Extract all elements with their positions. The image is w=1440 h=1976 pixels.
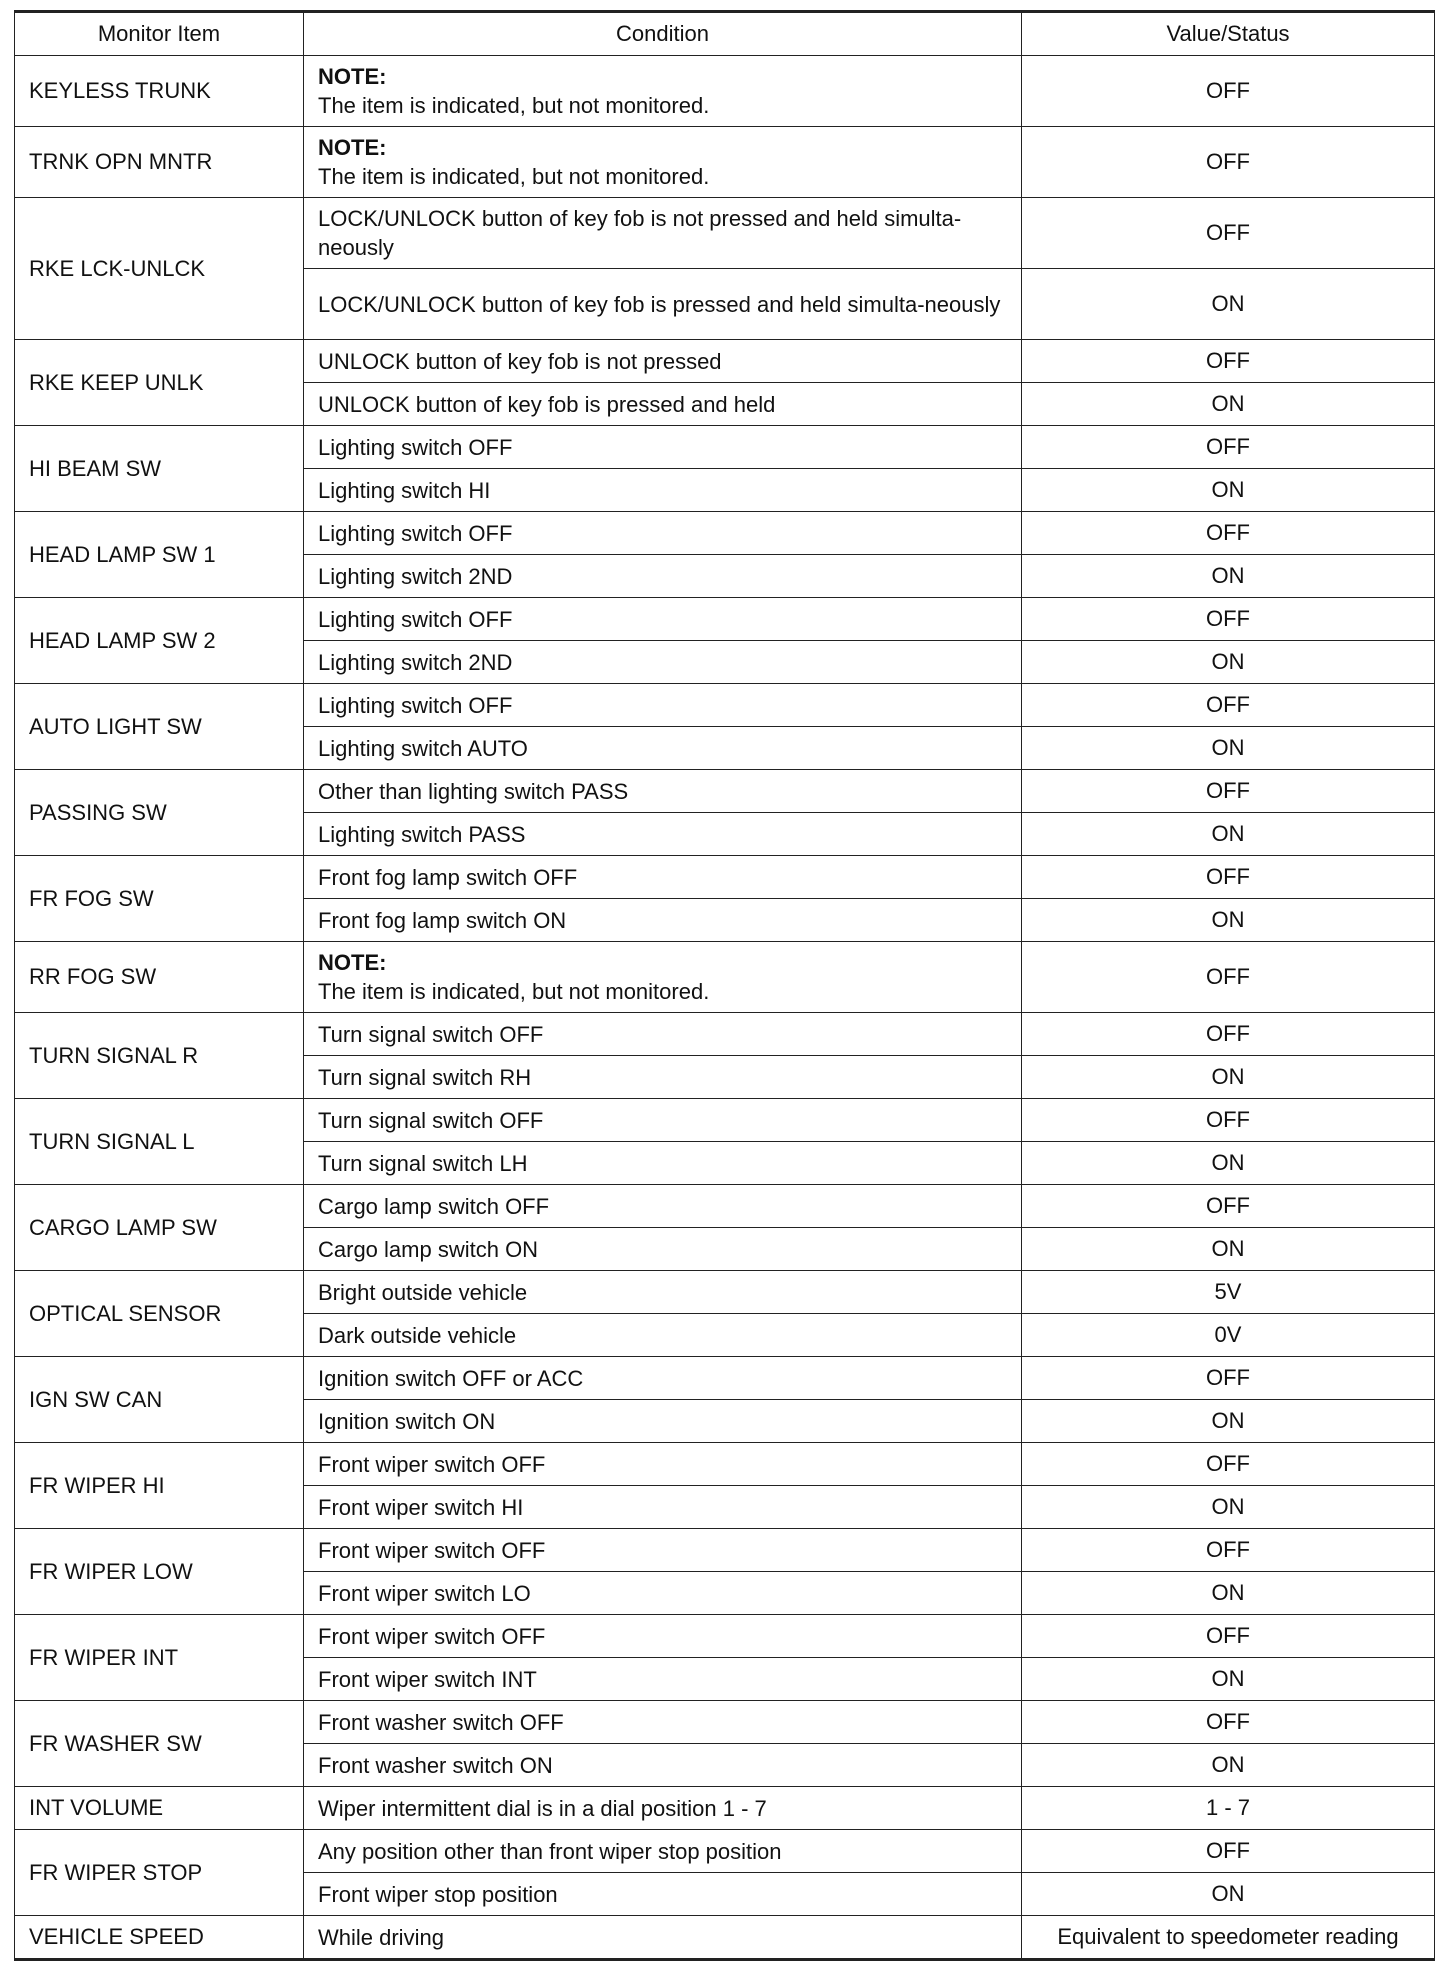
value-status-cell: OFF: [1022, 684, 1435, 727]
condition-cell: Turn signal switch OFF: [304, 1099, 1022, 1142]
monitor-item-cell: KEYLESS TRUNK: [15, 56, 304, 127]
value-status-cell: ON: [1022, 727, 1435, 770]
value-status-cell: OFF: [1022, 127, 1435, 198]
value-status-cell: OFF: [1022, 770, 1435, 813]
monitor-item-cell: IGN SW CAN: [15, 1357, 304, 1443]
value-status-cell: ON: [1022, 1572, 1435, 1615]
value-status-cell: Equivalent to speedometer reading: [1022, 1916, 1435, 1960]
monitor-item-cell: HEAD LAMP SW 1: [15, 512, 304, 598]
value-status-cell: OFF: [1022, 942, 1435, 1013]
condition-cell: Any position other than front wiper stop position: [304, 1830, 1022, 1873]
table-row: [15, 127, 1435, 198]
condition-cell: LOCK/UNLOCK button of key fob is pressed and held simulta-neously: [304, 269, 1022, 340]
table-row: [15, 340, 1435, 383]
condition-cell: Wiper intermittent dial is in a dial position 1 - 7: [304, 1787, 1022, 1830]
value-status-cell: 5V: [1022, 1271, 1435, 1314]
condition-cell: Lighting switch OFF: [304, 512, 1022, 555]
condition-cell: Front wiper switch INT: [304, 1658, 1022, 1701]
table-row: [15, 1701, 1435, 1744]
value-status-cell: OFF: [1022, 1099, 1435, 1142]
condition-cell: Front wiper switch LO: [304, 1572, 1022, 1615]
condition-cell: While driving: [304, 1916, 1022, 1960]
table-row: [15, 1916, 1435, 1960]
monitor-item-table: [14, 10, 1435, 1961]
table-row: [15, 598, 1435, 641]
condition-cell: Lighting switch 2ND: [304, 641, 1022, 684]
value-status-cell: OFF: [1022, 856, 1435, 899]
header-value-status: Value/Status: [1022, 12, 1435, 56]
monitor-item-cell: OPTICAL SENSOR: [15, 1271, 304, 1357]
monitor-item-cell: AUTO LIGHT SW: [15, 684, 304, 770]
condition-cell: Cargo lamp switch ON: [304, 1228, 1022, 1271]
value-status-cell: ON: [1022, 383, 1435, 426]
condition-cell: [304, 127, 1022, 198]
condition-cell: [304, 56, 1022, 127]
condition-cell: Front wiper switch HI: [304, 1486, 1022, 1529]
monitor-item-cell: TURN SIGNAL R: [15, 1013, 304, 1099]
table-row: [15, 942, 1435, 1013]
condition-cell: Front wiper switch OFF: [304, 1443, 1022, 1486]
condition-cell: Bright outside vehicle: [304, 1271, 1022, 1314]
condition-cell: Turn signal switch OFF: [304, 1013, 1022, 1056]
condition-cell: Lighting switch OFF: [304, 598, 1022, 641]
monitor-item-cell: PASSING SW: [15, 770, 304, 856]
value-status-cell: ON: [1022, 813, 1435, 856]
table-row: [15, 770, 1435, 813]
monitor-item-cell: FR WIPER LOW: [15, 1529, 304, 1615]
value-status-cell: OFF: [1022, 340, 1435, 383]
monitor-item-cell: FR WASHER SW: [15, 1701, 304, 1787]
header-condition: Condition: [304, 12, 1022, 56]
table-row: [15, 1615, 1435, 1658]
table-row: [15, 1357, 1435, 1400]
value-status-cell: ON: [1022, 1486, 1435, 1529]
condition-cell: Lighting switch OFF: [304, 426, 1022, 469]
condition-cell: Ignition switch ON: [304, 1400, 1022, 1443]
monitor-item-cell: FR WIPER INT: [15, 1615, 304, 1701]
value-status-cell: OFF: [1022, 512, 1435, 555]
value-status-cell: OFF: [1022, 1357, 1435, 1400]
condition-cell: UNLOCK button of key fob is not pressed: [304, 340, 1022, 383]
condition-cell: Front wiper switch OFF: [304, 1615, 1022, 1658]
monitor-item-cell: VEHICLE SPEED: [15, 1916, 304, 1960]
monitor-item-cell: INT VOLUME: [15, 1787, 304, 1830]
value-status-cell: ON: [1022, 1056, 1435, 1099]
document-page: [14, 10, 1434, 1961]
table-row: [15, 856, 1435, 899]
condition-cell: Cargo lamp switch OFF: [304, 1185, 1022, 1228]
condition-cell: Dark outside vehicle: [304, 1314, 1022, 1357]
condition-cell: Lighting switch 2ND: [304, 555, 1022, 598]
table-header: [15, 12, 1435, 56]
condition-cell: Front wiper switch OFF: [304, 1529, 1022, 1572]
table-row: [15, 1830, 1435, 1873]
value-status-cell: OFF: [1022, 198, 1435, 269]
value-status-cell: OFF: [1022, 1701, 1435, 1744]
value-status-cell: ON: [1022, 1400, 1435, 1443]
condition-cell: LOCK/UNLOCK button of key fob is not pressed and held simulta-neously: [304, 198, 1022, 269]
monitor-item-cell: TURN SIGNAL L: [15, 1099, 304, 1185]
value-status-cell: ON: [1022, 269, 1435, 340]
table-row: [15, 56, 1435, 127]
value-status-cell: ON: [1022, 469, 1435, 512]
table-row: [15, 1271, 1435, 1314]
note-label: NOTE:: [318, 64, 387, 89]
condition-cell: Lighting switch HI: [304, 469, 1022, 512]
condition-cell: Turn signal switch RH: [304, 1056, 1022, 1099]
value-status-cell: OFF: [1022, 1830, 1435, 1873]
value-status-cell: ON: [1022, 555, 1435, 598]
monitor-item-cell: FR WIPER STOP: [15, 1830, 304, 1916]
note-text: The item is indicated, but not monitored.: [318, 979, 710, 1004]
value-status-cell: OFF: [1022, 1443, 1435, 1486]
condition-cell: Lighting switch PASS: [304, 813, 1022, 856]
value-status-cell: ON: [1022, 899, 1435, 942]
note-text: The item is indicated, but not monitored.: [318, 93, 710, 118]
condition-cell: Other than lighting switch PASS: [304, 770, 1022, 813]
condition-cell: Turn signal switch LH: [304, 1142, 1022, 1185]
condition-cell: Lighting switch OFF: [304, 684, 1022, 727]
monitor-item-cell: FR FOG SW: [15, 856, 304, 942]
table-row: [15, 1529, 1435, 1572]
table-body: [15, 56, 1435, 1960]
condition-cell: Front washer switch OFF: [304, 1701, 1022, 1744]
value-status-cell: OFF: [1022, 56, 1435, 127]
table-row: [15, 1787, 1435, 1830]
value-status-cell: ON: [1022, 1873, 1435, 1916]
value-status-cell: OFF: [1022, 1013, 1435, 1056]
table-row: [15, 1443, 1435, 1486]
condition-cell: Front washer switch ON: [304, 1744, 1022, 1787]
table-row: [15, 1185, 1435, 1228]
table-row: [15, 198, 1435, 269]
table-row: [15, 512, 1435, 555]
note-text: The item is indicated, but not monitored.: [318, 164, 710, 189]
table-row: [15, 1099, 1435, 1142]
value-status-cell: OFF: [1022, 1615, 1435, 1658]
header-monitor-item: Monitor Item: [15, 12, 304, 56]
value-status-cell: ON: [1022, 1228, 1435, 1271]
monitor-item-cell: RR FOG SW: [15, 942, 304, 1013]
condition-cell: Front wiper stop position: [304, 1873, 1022, 1916]
condition-cell: Lighting switch AUTO: [304, 727, 1022, 770]
value-status-cell: OFF: [1022, 1185, 1435, 1228]
condition-cell: Front fog lamp switch ON: [304, 899, 1022, 942]
table-row: [15, 1013, 1435, 1056]
monitor-item-cell: HEAD LAMP SW 2: [15, 598, 304, 684]
value-status-cell: ON: [1022, 1142, 1435, 1185]
condition-cell: [304, 942, 1022, 1013]
value-status-cell: ON: [1022, 1744, 1435, 1787]
value-status-cell: OFF: [1022, 598, 1435, 641]
condition-cell: Ignition switch OFF or ACC: [304, 1357, 1022, 1400]
note-label: NOTE:: [318, 135, 387, 160]
value-status-cell: 0V: [1022, 1314, 1435, 1357]
value-status-cell: ON: [1022, 1658, 1435, 1701]
table-row: [15, 684, 1435, 727]
condition-cell: Front fog lamp switch OFF: [304, 856, 1022, 899]
value-status-cell: OFF: [1022, 426, 1435, 469]
note-label: NOTE:: [318, 950, 387, 975]
value-status-cell: OFF: [1022, 1529, 1435, 1572]
monitor-item-cell: RKE LCK-UNLCK: [15, 198, 304, 340]
value-status-cell: 1 - 7: [1022, 1787, 1435, 1830]
table-row: [15, 426, 1435, 469]
condition-cell: UNLOCK button of key fob is pressed and held: [304, 383, 1022, 426]
value-status-cell: ON: [1022, 641, 1435, 684]
monitor-item-cell: TRNK OPN MNTR: [15, 127, 304, 198]
monitor-item-cell: FR WIPER HI: [15, 1443, 304, 1529]
monitor-item-cell: HI BEAM SW: [15, 426, 304, 512]
monitor-item-cell: CARGO LAMP SW: [15, 1185, 304, 1271]
monitor-item-cell: RKE KEEP UNLK: [15, 340, 304, 426]
